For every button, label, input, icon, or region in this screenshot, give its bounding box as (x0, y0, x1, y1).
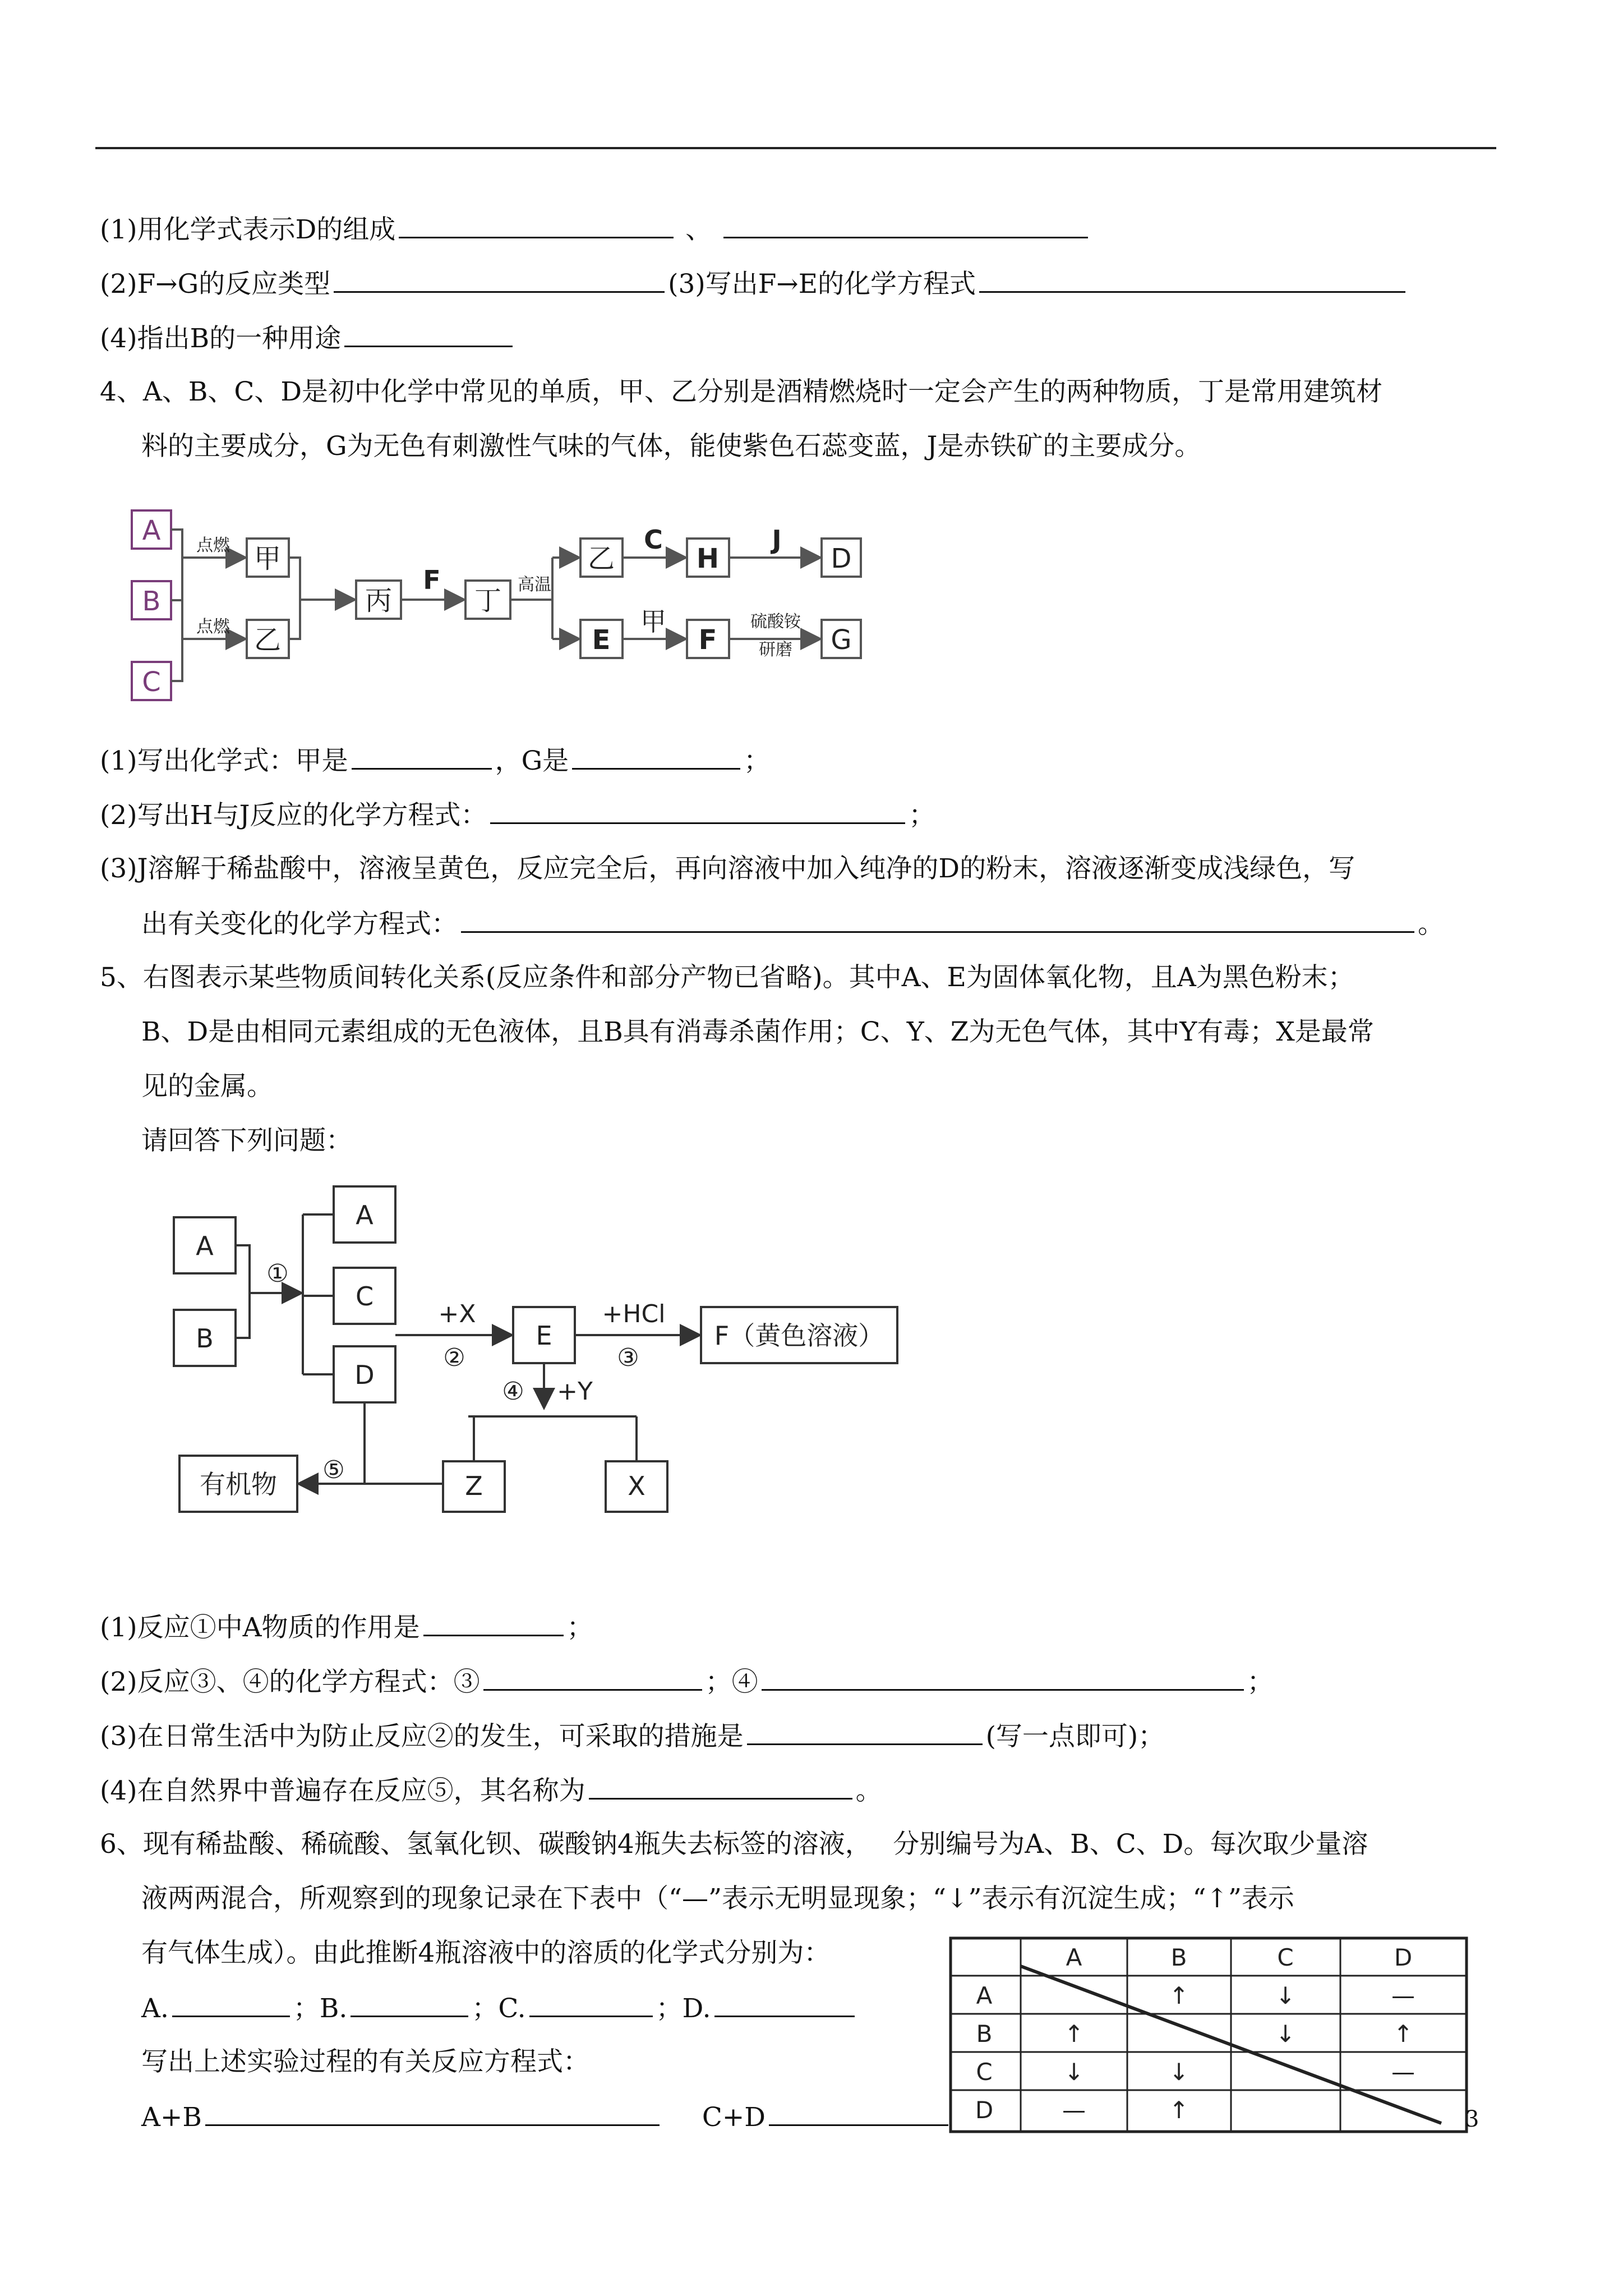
label-r2: ② (443, 1343, 465, 1372)
q6-line2: 液两两混合，所观察到的现象记录在下表中（“—”表示无明显现象；“↓”表示有沉淀生成；“↑”表示 (141, 1883, 1294, 1914)
q4-part3-line2 (141, 907, 1444, 941)
answer-blank[interactable] (747, 1719, 983, 1745)
label-edge-F: F (423, 565, 441, 595)
label-organic: 有机物 (200, 1469, 277, 1499)
q4-part3-text: 出有关变化的化学方程式： (141, 909, 458, 940)
label-H: H (696, 543, 720, 574)
table-cell: ↑ (1064, 2020, 1084, 2047)
q4-intro-line2: 料的主要成分，G为无色有刺激性气味的气体，能使紫色石蕊变蓝，J是赤铁矿的主要成分。 (141, 431, 1201, 462)
label-r1: ① (266, 1259, 289, 1288)
label-r4: ④ (502, 1377, 524, 1406)
label-plusY: +Y (557, 1377, 593, 1406)
label-r5: ⑤ (322, 1456, 345, 1484)
q5-part4-end: 。 (855, 1775, 882, 1806)
table-cell: ↓ (1275, 2020, 1295, 2047)
table-row-label-C: C (976, 2058, 993, 2086)
answer-blank[interactable] (334, 266, 665, 293)
q6-option-A: A. (141, 1993, 169, 2024)
q6-option-D: ；D. (656, 1993, 711, 2024)
label-B: B (196, 1323, 214, 1354)
label-yi2: 乙 (587, 543, 615, 574)
label-plusX: +X (438, 1300, 476, 1328)
label-yi: 乙 (253, 624, 282, 656)
answer-blank[interactable] (529, 1991, 653, 2017)
label-edge-jia: 甲 (640, 606, 666, 637)
label-X: X (628, 1471, 645, 1501)
label-D: D (831, 543, 852, 574)
label-ding: 丁 (474, 585, 502, 616)
table-header-C: C (1277, 1944, 1294, 1971)
answer-blank[interactable] (714, 1991, 855, 2017)
table-header-D: D (1394, 1944, 1413, 1971)
q6-line3: 有气体生成）。由此推断4瓶溶液中的溶质的化学式分别为： (141, 1938, 831, 1968)
label-A2: A (356, 1200, 374, 1230)
q5-diagram (168, 1175, 914, 1534)
table-row-label-A: A (976, 1982, 993, 2009)
q5-part4 (100, 1773, 882, 1808)
q5-part2-end: ； (1247, 1667, 1274, 1697)
q5-part1-text: (1)反应①中A物质的作用是 (100, 1612, 420, 1643)
q4-part1 (100, 743, 770, 778)
q5-part1-end: ； (566, 1612, 593, 1643)
q4-part2 (100, 798, 935, 832)
separator: 、 (685, 214, 712, 245)
q6-option-C: ；C. (472, 1993, 526, 2024)
q5-part1 (100, 1610, 593, 1645)
q4-part3-end: 。 (1418, 909, 1444, 940)
q5-part2-text-b: ；④ (705, 1667, 758, 1697)
answer-blank[interactable] (351, 1991, 468, 2017)
q3-part1 (100, 212, 1091, 247)
q6-line5: 写出上述实验过程的有关反应方程式： (141, 2046, 589, 2077)
label-ignite-2: 点燃 (196, 617, 230, 637)
q3-part1-text: (1)用化学式表示D的组成 (100, 214, 396, 245)
answer-blank[interactable] (461, 907, 1414, 933)
page-number: 3 (1465, 2106, 1479, 2132)
label-r3: ③ (617, 1343, 639, 1372)
label-F: F（黄色溶液） (714, 1320, 884, 1351)
table-row-label-D: D (975, 2096, 994, 2124)
label-high-temp: 高温 (518, 575, 551, 595)
q6-line1: 6、现有稀盐酸、稀硫酸、氢氧化钡、碳酸钠4瓶失去标签的溶液， 分别编号为A、B、C、D。每次取少量溶 (100, 1829, 1368, 1860)
table-cell: ↓ (1064, 2058, 1084, 2086)
q5-part2 (100, 1664, 1274, 1699)
answer-blank[interactable] (589, 1773, 852, 1800)
q3-part4-text: (4)指出B的一种用途 (100, 323, 342, 354)
q3-part2-text: (2)F→G的反应类型 (100, 269, 331, 300)
q5-intro-line2: B、D是由相同元素组成的无色液体，且B具有消毒杀菌作用；C、Y、Z为无色气体，其中Y有毒；X是最常 (141, 1016, 1374, 1047)
q3-part3-text: (3)写出F→E的化学方程式 (668, 269, 976, 300)
q5-part3-end: (写一点即可)； (985, 1721, 1165, 1752)
answer-blank[interactable] (762, 1664, 1244, 1691)
answer-blank[interactable] (572, 743, 740, 770)
q5-ask: 请回答下列问题： (141, 1125, 352, 1156)
q5-intro-line3: 见的金属。 (141, 1071, 273, 1102)
q4-part1-text: (1)写出化学式：甲是 (100, 746, 348, 776)
q4-part3-line1: (3)J溶解于稀盐酸中，溶液呈黄色，反应完全后，再向溶液中加入纯净的D的粉末，溶液逐渐变成浅绿色，写 (100, 853, 1355, 884)
answer-blank[interactable] (352, 743, 492, 770)
q6-line6 (141, 2100, 952, 2134)
q3-part4 (100, 321, 516, 356)
table-cell: — (1391, 1982, 1415, 2009)
label-C: C (355, 1281, 374, 1312)
answer-blank[interactable] (423, 1610, 564, 1636)
answer-blank[interactable] (172, 1991, 290, 2017)
q3-part2 (100, 266, 1409, 301)
table-cell: — (1062, 2096, 1086, 2124)
label-C: C (142, 666, 161, 698)
answer-blank[interactable] (979, 266, 1405, 293)
label-plusHCl: +HCl (602, 1300, 666, 1328)
label-A: A (142, 515, 161, 546)
label-B: B (142, 586, 161, 617)
answer-blank[interactable] (490, 798, 905, 824)
table-cell: ↑ (1169, 2096, 1189, 2124)
q6-CD-label: C+D (702, 2102, 766, 2133)
label-F: F (698, 624, 717, 656)
answer-blank[interactable] (344, 321, 513, 347)
q4-intro-line1: 4、A、B、C、D是初中化学中常见的单质，甲、乙分别是酒精燃烧时一定会产生的两种物质，丁是常用建筑材 (100, 376, 1383, 407)
table-header-A: A (1066, 1944, 1082, 1971)
label-bing: 丙 (365, 585, 393, 616)
label-ignite-1: 点燃 (196, 536, 230, 555)
answer-blank[interactable] (769, 2100, 948, 2126)
table-header-B: B (1170, 1944, 1187, 1971)
answer-blank[interactable] (399, 212, 674, 238)
table-cell: ↓ (1275, 1982, 1295, 2009)
q4-part1-end: ； (744, 746, 771, 776)
label-edge-J: J (772, 524, 782, 555)
q6-line4 (141, 1991, 858, 2026)
label-D: D (354, 1360, 375, 1390)
q6-table (948, 1935, 1469, 2137)
label-jia: 甲 (253, 543, 282, 574)
q4-diagram (126, 499, 900, 712)
table-cell: — (1391, 2058, 1415, 2086)
q6-AB-label: A+B (141, 2102, 202, 2133)
q5-intro-line1: 5、右图表示某些物质间转化关系(反应条件和部分产物已省略)。其中A、E为固体氧化物，且A为黑色粉末； (100, 962, 1354, 993)
label-edge-C: C (644, 524, 663, 555)
answer-blank[interactable] (723, 212, 1088, 238)
header-rule (95, 147, 1496, 149)
label-E: E (592, 624, 611, 656)
q5-part3 (100, 1719, 1164, 1754)
answer-blank[interactable] (483, 1664, 702, 1691)
table-cell: ↑ (1169, 1982, 1189, 2009)
q5-part4-text: (4)在自然界中普遍存在反应⑤，其名称为 (100, 1775, 585, 1806)
table-cell: ↓ (1169, 2058, 1189, 2086)
q5-part2-text: (2)反应③、④的化学方程式：③ (100, 1667, 480, 1697)
q4-part1-text-b: ，G是 (495, 746, 569, 776)
table-row-label-B: B (976, 2020, 993, 2047)
label-A: A (196, 1231, 214, 1261)
label-G: G (831, 624, 852, 656)
table-cell: ↑ (1393, 2020, 1413, 2047)
q4-part2-text: (2)写出H与J反应的化学方程式： (100, 800, 487, 831)
label-reagent-1: 硫酸铵 (750, 612, 801, 632)
label-Z: Z (465, 1471, 483, 1501)
q6-option-B: ；B. (293, 1993, 348, 2024)
label-reagent-2: 研磨 (759, 640, 792, 660)
label-E: E (536, 1320, 552, 1351)
q5-part3-text: (3)在日常生活中为防止反应②的发生，可采取的措施是 (100, 1721, 744, 1752)
q4-part2-end: ； (909, 800, 935, 831)
answer-blank[interactable] (205, 2100, 660, 2126)
